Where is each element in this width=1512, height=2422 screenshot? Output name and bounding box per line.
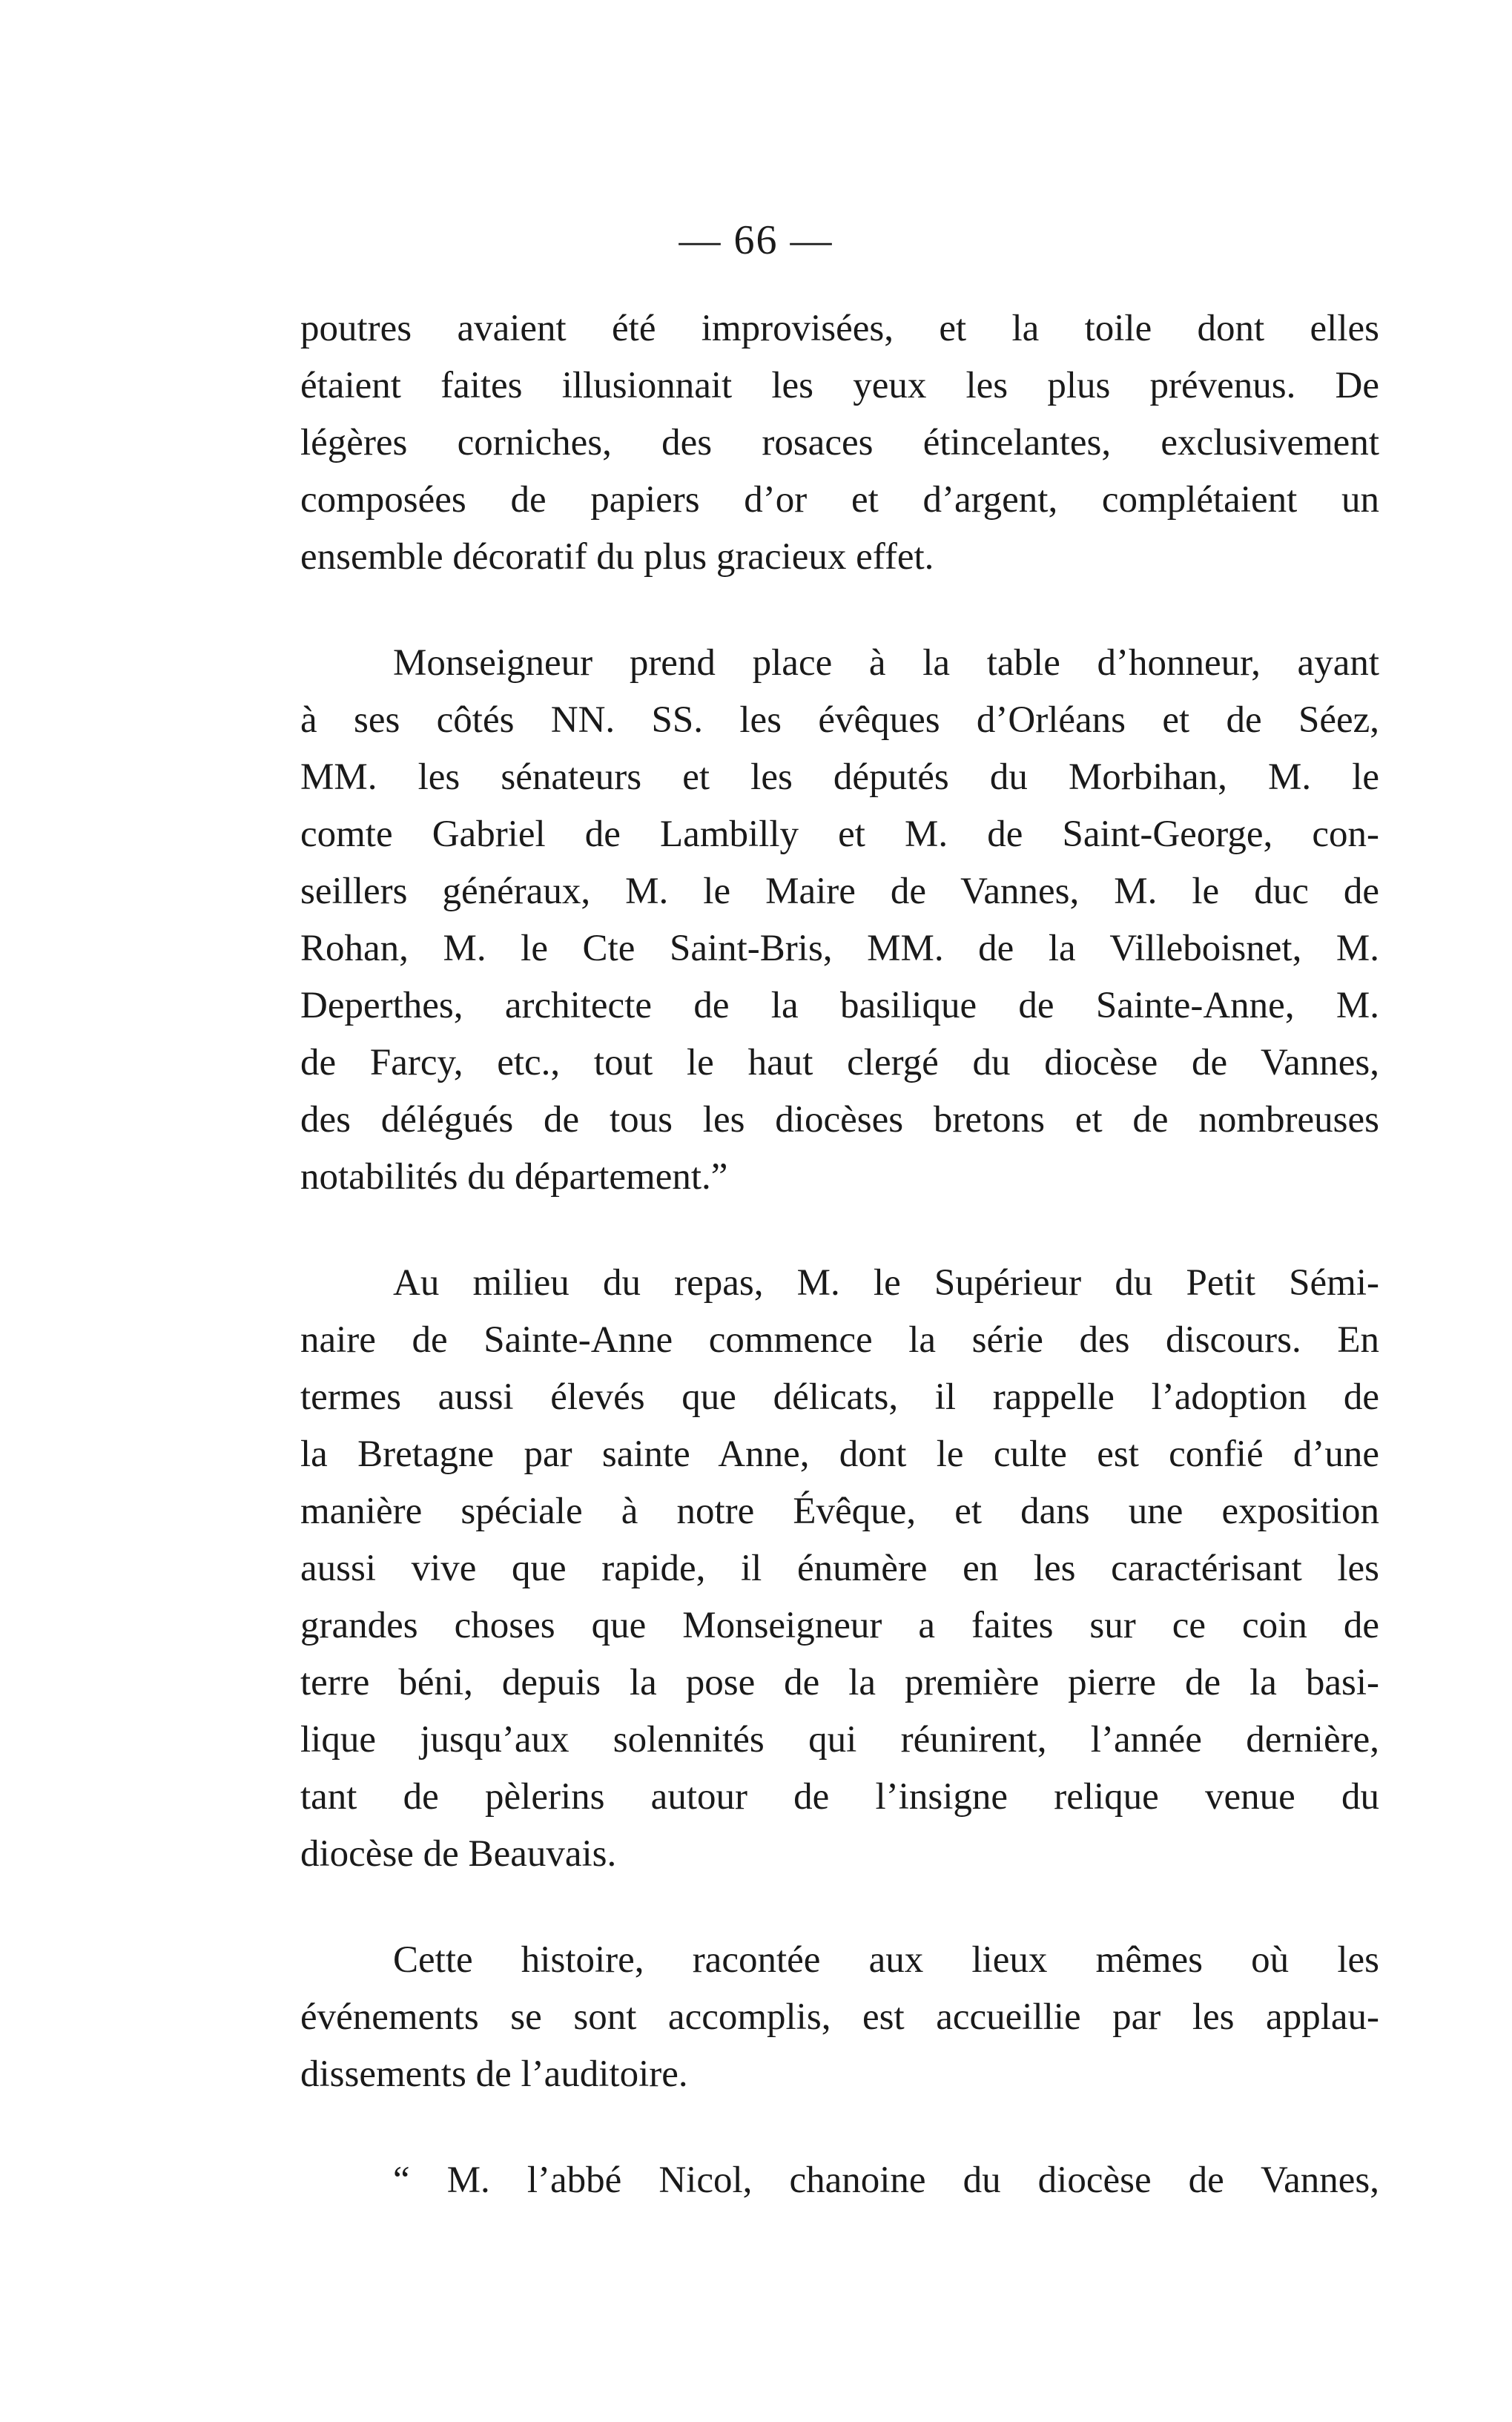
text-line: Monseigneur prend place à la table d’honneur, ayant xyxy=(393,642,1379,684)
text-line: événements se sont accomplis, est accueillie par les applau- xyxy=(300,1996,1379,2038)
text-line: naire de Sainte-Anne commence la série des discours. En xyxy=(300,1319,1379,1361)
text-line: aussi vive que rapide, il énumère en les caractérisant les xyxy=(300,1548,1379,1589)
text-line: Au milieu du repas, M. le Supérieur du Petit Sémi- xyxy=(393,1262,1379,1304)
text-line: terre béni, depuis la pose de la première pierre de la basi- xyxy=(300,1662,1379,1703)
text-line: légères corniches, des rosaces étincelantes, exclusivement xyxy=(300,422,1379,463)
text-line: tant de pèlerins autour de l’insigne relique venue du xyxy=(300,1776,1379,1818)
text-line: Rohan, M. le Cte Saint-Bris, MM. de la Villeboisnet, M. xyxy=(300,928,1379,969)
text-line: étaient faites illusionnait les yeux les plus prévenus. De xyxy=(300,365,1379,406)
text-line: notabilités du département.” xyxy=(300,1156,728,1198)
text-line: comte Gabriel de Lambilly et M. de Saint-George, con- xyxy=(300,814,1379,855)
text-line: la Bretagne par sainte Anne, dont le culte est confié d’une xyxy=(300,1433,1379,1475)
paragraph-2 xyxy=(300,635,1379,1206)
text-line: manière spéciale à notre Évêque, et dans une exposition xyxy=(300,1491,1379,1532)
text-line: diocèse de Beauvais. xyxy=(300,1833,617,1875)
paragraph-spacer xyxy=(300,586,1379,635)
text-line: dissements de l’auditoire. xyxy=(300,2053,688,2095)
paragraph-spacer xyxy=(300,1206,1379,1255)
paragraph-spacer xyxy=(300,2103,1379,2152)
paragraph-5 xyxy=(300,2152,1379,2209)
text-line: “ M. l’abbé Nicol, chanoine du diocèse de Vannes, xyxy=(393,2159,1379,2201)
text-line: MM. les sénateurs et les députés du Morbihan, M. le xyxy=(300,756,1379,798)
text-line: grandes choses que Monseigneur a faites sur ce coin de xyxy=(300,1605,1379,1646)
page-body xyxy=(300,300,1379,2209)
paragraph-4 xyxy=(300,1932,1379,2103)
text-line: des délégués de tous les diocèses bretons et de nombreuses xyxy=(300,1099,1379,1141)
text-line: Cette histoire, racontée aux lieux mêmes où les xyxy=(393,1939,1379,1981)
page-number: — 66 — xyxy=(679,217,833,263)
text-line: composées de papiers d’or et d’argent, complétaient un xyxy=(300,479,1379,521)
text-line: Deperthes, architecte de la basilique de Sainte-Anne, M. xyxy=(300,985,1379,1026)
text-line: termes aussi élevés que délicats, il rappelle l’adoption de xyxy=(300,1376,1379,1418)
paragraph-1 xyxy=(300,300,1379,586)
text-line: à ses côtés NN. SS. les évêques d’Orléans et de Séez, xyxy=(300,699,1379,741)
paragraph-spacer xyxy=(300,1883,1379,1932)
text-line: seillers généraux, M. le Maire de Vannes, M. le duc de xyxy=(300,871,1379,912)
text-line: lique jusqu’aux solennités qui réunirent, l’année dernière, xyxy=(300,1719,1379,1761)
text-line: ensemble décoratif du plus gracieux effet. xyxy=(300,536,934,578)
text-line: de Farcy, etc., tout le haut clergé du diocèse de Vannes, xyxy=(300,1042,1379,1083)
paragraph-3 xyxy=(300,1255,1379,1883)
text-line: poutres avaient été improvisées, et la toile dont elles xyxy=(300,308,1379,349)
